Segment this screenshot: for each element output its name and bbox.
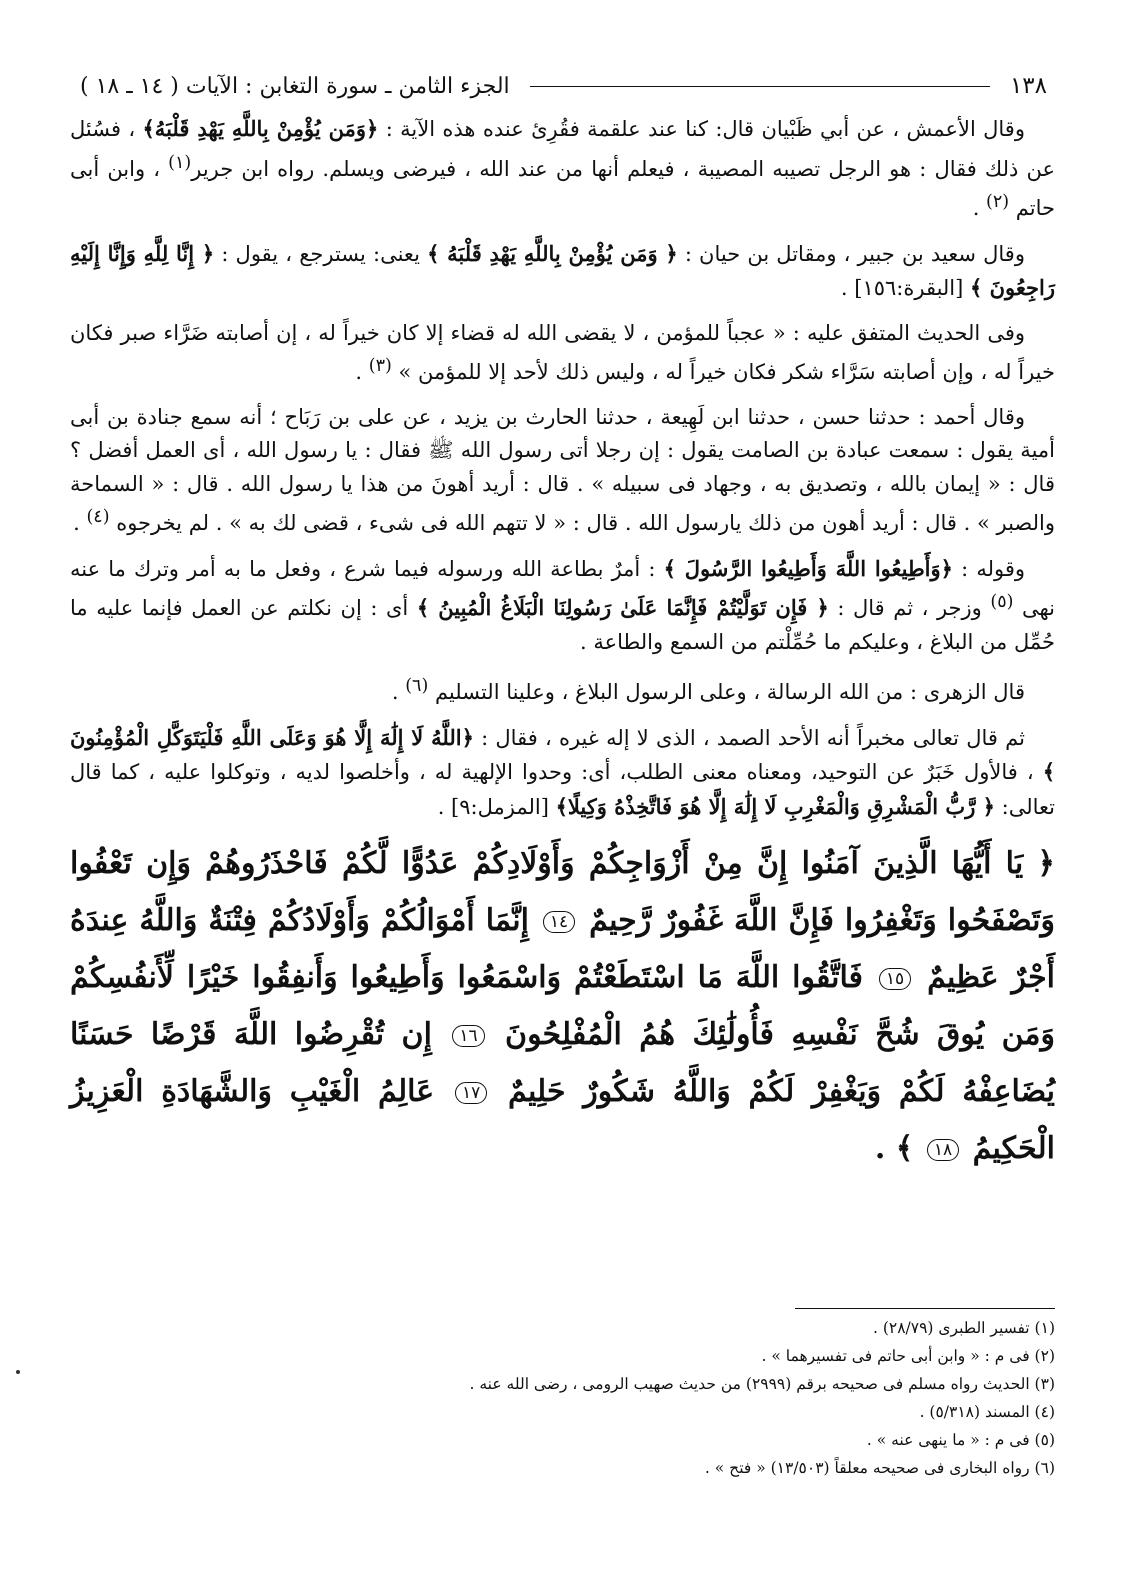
paragraph-p3 <box>70 317 1055 390</box>
commentary-paragraphs <box>70 112 1055 824</box>
footnote-ref: (٢) <box>986 192 1010 212</box>
text-run: . <box>972 196 987 220</box>
text-run: ، فسُئل عن ذلك فقال : هو الرجل تصيبه المصيبة ، فيعلم أنها من عند الله ، فيرضى ويسلم. رواه ابن جرير <box>70 117 1055 181</box>
ayah-number-marker: ١٨ <box>927 1139 959 1161</box>
scan-speck <box>16 1370 20 1374</box>
text-run: [البقرة:١٥٦] . <box>840 276 971 300</box>
verse-text: فَاتَّقُوا اللَّهَ مَا اسْتَطَعْتُمْ وَاسْمَعُوا وَأَطِيعُوا وَأَنفِقُوا خَيْرًا لِّأَنفُسِكُمْ وَمَن يُوقَ شُحَّ نَفْسِهِ فَأُولَٰئِكَ هُمُ الْمُفْلِحُونَ <box>70 960 1055 1052</box>
footnote-4: (٤) المسند (٥/٣١٨) . <box>919 1403 1055 1421</box>
footnote-ref: (٣) <box>368 356 392 376</box>
text-run: . <box>355 360 369 384</box>
paragraph-p7 <box>70 721 1055 825</box>
text-run: وفى الحديث المتفق عليه : « عجباً للمؤمن ، لا يقضى الله له قضاء إلا كان خيراً له ، إن أصابته ضَرَّاء صبر فكان خيراً له ، وإن أصابته سَرَّاء شكر فكان خيراً له ، وليس ذلك لأحد إلا للمؤمن » <box>70 320 1055 384</box>
text-run: وزجر ، ثم قال : <box>828 596 991 620</box>
footnote-ref: (٦) <box>405 676 429 696</box>
paragraph-p4 <box>70 401 1055 541</box>
paragraph-p2 <box>70 237 1055 306</box>
quran-quote: ﴿ رَّبُّ الْمَشْرِقِ وَالْمَغْرِبِ لَا إِلَٰهَ إِلَّا هُوَ فَاتَّخِذْهُ وَكِيلًا﴾ <box>555 793 995 819</box>
text-run: وقوله : <box>952 556 1026 581</box>
text-run: يعنى: يسترجع ، يقول : <box>214 241 428 266</box>
text-run: . <box>73 511 87 535</box>
running-title: الجزء الثامن ـ سورة التغابن : الآيات ( ١٤ ـ ١٨ ) <box>80 73 510 99</box>
footnote-1: (١) تفسير الطبرى (٢٨/٧٩) . <box>872 1319 1055 1337</box>
paragraph-p5 <box>70 552 1055 660</box>
text-run: : أمرٌ بطاعة الله ورسوله فيما شرع ، وفعل ما به أمر وترك ما عنه نهى <box>70 556 1056 620</box>
text-run: أى : إن نكلتم عن العمل فإنما عليه ما حُمِّل من البلاغ ، وعليكم ما حُمِّلْتم من السمع والطاعة . <box>70 596 1055 654</box>
footnote-ref: (١) <box>168 152 192 173</box>
quran-quote: ﴿اللَّهُ لَا إِلَٰهَ إِلَّا هُوَ وَعَلَى اللَّهِ فَلْيَتَوَكَّلِ الْمُؤْمِنُونَ ﴾ <box>70 724 1055 784</box>
page-header <box>80 66 1047 106</box>
footnote-separator <box>795 1308 1055 1309</box>
verse-text: إِن تُقْرِضُوا اللَّهَ قَرْضًا حَسَنًا يُضَاعِفْهُ لَكُمْ وَيَغْفِرْ لَكُمْ وَاللَّهُ شَكُورٌ حَلِيمٌ <box>70 1017 1055 1109</box>
page-number: ١٣٨ <box>1009 73 1047 99</box>
verse-text: إِنَّمَا أَمْوَالُكُمْ وَأَوْلَادُكُمْ فِتْنَةٌ وَاللَّهُ عِندَهُ أَجْرٌ عَظِيمٌ <box>70 903 1055 995</box>
footnote-3: (٣) الحديث رواه مسلم فى صحيحه برقم (٢٩٩٩) من حديث صهيب الرومى ، رضى الله عنه . <box>469 1375 1055 1393</box>
quran-verses-block <box>70 835 1055 1177</box>
footnote-2: (٢) فى م : « وابن أبى حاتم فى تفسيرهما » . <box>761 1347 1055 1365</box>
quran-quote: ﴿ فَإِن تَوَلَّيْتُمْ فَإِنَّمَا عَلَىٰ رَسُولِنَا الْبَلَاغُ الْمُبِينُ ﴾ <box>416 595 829 620</box>
quran-quote: ﴿وَأَطِيعُوا اللَّهَ وَأَطِيعُوا الرَّسُولَ ﴾ <box>663 555 953 581</box>
text-run: . <box>391 680 406 704</box>
ayah-number-marker: ١٧ <box>455 1082 487 1104</box>
quran-quote: ﴿ إِنَّا لِلَّهِ وَإِنَّا إِلَيْهِ رَاجِعُونَ ﴾ <box>70 240 1055 300</box>
text-run: وقال سعيد بن جبير ، ومقاتل بن حيان : <box>677 241 1025 266</box>
footnote-6: (٦) رواه البخارى فى صحيحه معلقاً (١٣/٥٠٣) « فتح » . <box>704 1459 1055 1477</box>
quran-quote: ﴿ وَمَن يُؤْمِنْ بِاللَّهِ يَهْدِ قَلْبَهُ ﴾ <box>427 240 678 266</box>
verse-text: ﴿ يَا أَيُّهَا الَّذِينَ آمَنُوا إِنَّ مِنْ أَزْوَاجِكُمْ وَأَوْلَادِكُمْ عَدُوًّا لَّكُمْ فَاحْذَرُوهُمْ وَإِن تَعْفُوا وَتَصْفَحُوا وَتَغْفِرُوا فَإِنَّ اللَّهَ غَفُورٌ رَّحِيمٌ <box>70 846 1055 938</box>
footnote-5: (٥) فى م : « ما ينهى عنه » . <box>866 1431 1055 1449</box>
text-run: ثم قال تعالى مخبراً أنه الأحد الصمد ، الذى لا إله غيره ، فقال : <box>473 725 1025 750</box>
footnote-ref: (٤) <box>86 507 110 527</box>
footnotes <box>80 1314 1055 1482</box>
paragraph-p6 <box>70 670 1055 710</box>
main-text <box>70 112 1055 1177</box>
footnote-ref: (٥) <box>990 592 1014 612</box>
paragraph-p1 <box>70 112 1055 226</box>
text-run: وقال أحمد : حدثنا حسن ، حدثنا ابن لَهِيعة ، حدثنا الحارث بن يزيد ، عن على بن رَبَاح ؛ أنه سمع جنادة بن أبى أمية يقول : سمعت عبادة بن الصامت يقول : إن رجلا أتى رسول الله ﷺ فقال : يا رسول الله ، أى العمل أفضل ؟ قال : « إيمان بالله ، وتصديق به ، وجهاد فى سبيله » . قال : أريد أهونَ من هذا يا رسول الله . قال : « السماحة والصبر » . قال : أريد أهون من ذلك يارسول الله . قال : « لا تتهم الله فى شىء ، قضى لك به » . لم يخرجوه <box>70 404 1055 535</box>
ayah-number-marker: ١٥ <box>879 968 911 990</box>
quran-quote: ﴿وَمَن يُؤْمِنْ بِاللَّهِ يَهْدِ قَلْبَهُ﴾ <box>142 116 379 141</box>
text-run: ، وابن أبى حاتم <box>70 156 1055 220</box>
ayah-number-marker: ١٦ <box>452 1025 484 1047</box>
text-run: ، فالأول خَبَرٌ عن التوحيد، ومعناه معنى الطلب، أى: وحدوا الإلهية له ، وأخلصوا لديه ، وتوكلوا عليه ، كما قال تعالى: <box>70 760 1055 819</box>
text-run: قال الزهرى : من الله الرسالة ، وعلى الرسول البلاغ ، وعلينا التسليم <box>428 680 1025 704</box>
verse-text: عَالِمُ الْغَيْبِ وَالشَّهَادَةِ الْعَزِيزُ الْحَكِيمُ <box>70 1074 1055 1166</box>
text-run: وقال الأعمش ، عن أبي ظَبْيان قال: كنا عند علقمة فقُرِئ عنده هذه الآية : <box>378 117 1025 141</box>
header-rule <box>530 86 990 87</box>
verse-text: ﴾ . <box>874 1131 914 1166</box>
ayah-number-marker: ١٤ <box>543 911 575 933</box>
text-run: [المزمل:٩] . <box>437 794 556 819</box>
